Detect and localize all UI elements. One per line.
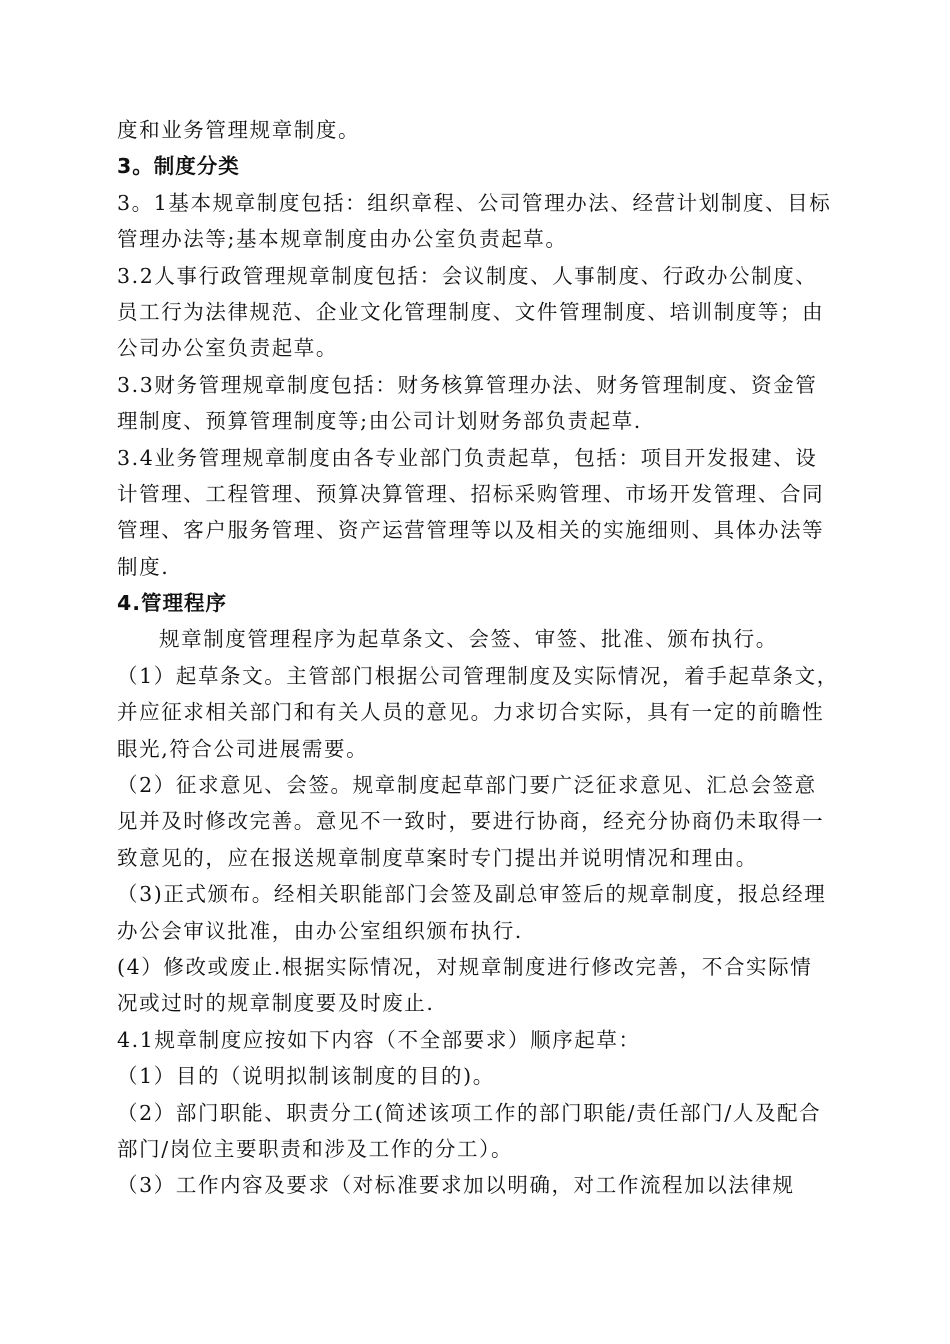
body-text-line: 制度. xyxy=(117,554,170,579)
section-heading: 3。制度分类 xyxy=(117,154,240,179)
body-text-line: （3）工作内容及要求（对标准要求加以明确，对工作流程加以法律规 xyxy=(117,1173,795,1198)
body-text-line: 况或过时的规章制度要及时废止. xyxy=(117,991,435,1016)
body-text-line: 管理、客户服务管理、资产运营管理等以及相关的实施细则、具体办法等 xyxy=(117,518,825,543)
body-text-line: （2）征求意见、会签。规章制度起草部门要广泛征求意见、汇总会签意 xyxy=(117,773,817,798)
body-text-line: 3.3财务管理规章制度包括：财务核算管理办法、财务管理制度、资金管 xyxy=(117,372,818,397)
body-text-line: （3)正式颁布。经相关职能部门会签及副总审签后的规章制度，报总经理 xyxy=(117,882,827,907)
body-text-line: (4）修改或废止.根据实际情况，对规章制度进行修改完善，不合实际情 xyxy=(117,954,813,979)
body-text-line: 部门/岗位主要职责和涉及工作的分工）。 xyxy=(117,1136,514,1161)
body-text-line: 3。1基本规章制度包括：组织章程、公司管理办法、经营计划制度、目标 xyxy=(117,190,832,215)
body-text-line: 3.4业务管理规章制度由各专业部门负责起草，包括：项目开发报建、设 xyxy=(117,445,818,470)
body-text-line: 见并及时修改完善。意见不一致时，要进行协商，经充分协商仍未取得一 xyxy=(117,809,825,834)
body-text-line: 4.1规章制度应按如下内容（不全部要求）顺序起草： xyxy=(117,1027,641,1052)
body-text-line: （1）起草条文。主管部门根据公司管理制度及实际情况，着手起草条文， xyxy=(117,663,839,688)
body-text-line: 管理办法等;基本规章制度由办公室负责起草。 xyxy=(117,227,568,252)
document-body xyxy=(117,112,837,1204)
body-text-line: 办公会审议批准，由办公室组织颁布执行. xyxy=(117,918,523,943)
section-heading: 4.管理程序 xyxy=(117,591,228,616)
body-text-line: 眼光,符合公司进展需要。 xyxy=(117,736,369,761)
body-text-line: 规章制度管理程序为起草条文、会签、审签、批准、颁布执行。 xyxy=(159,627,778,652)
body-text-line: 员工行为法律规范、企业文化管理制度、文件管理制度、培训制度等；由 xyxy=(117,299,825,324)
body-text-line: 并应征求相关部门和有关人员的意见。力求切合实际，具有一定的前瞻性 xyxy=(117,700,825,725)
body-text-line: 度和业务管理规章制度。 xyxy=(117,118,361,142)
body-text-line: 理制度、预算管理制度等;由公司计划财务部负责起草. xyxy=(117,409,642,434)
body-text-line: 3.2人事行政管理规章制度包括：会议制度、人事制度、行政办公制度、 xyxy=(117,263,818,288)
body-text-line: 致意见的，应在报送规章制度草案时专门提出并说明情况和理由。 xyxy=(117,845,758,870)
body-text-line: 公司办公室负责起草。 xyxy=(117,336,338,361)
body-text-line: （2）部门职能、职责分工(简述该项工作的部门职能/责任部门/人及配合 xyxy=(117,1100,822,1125)
body-text-line: 计管理、工程管理、预算决算管理、招标采购管理、市场开发管理、合同 xyxy=(117,481,825,506)
body-text-line: （1）目的（说明拟制该制度的目的)。 xyxy=(117,1064,495,1089)
